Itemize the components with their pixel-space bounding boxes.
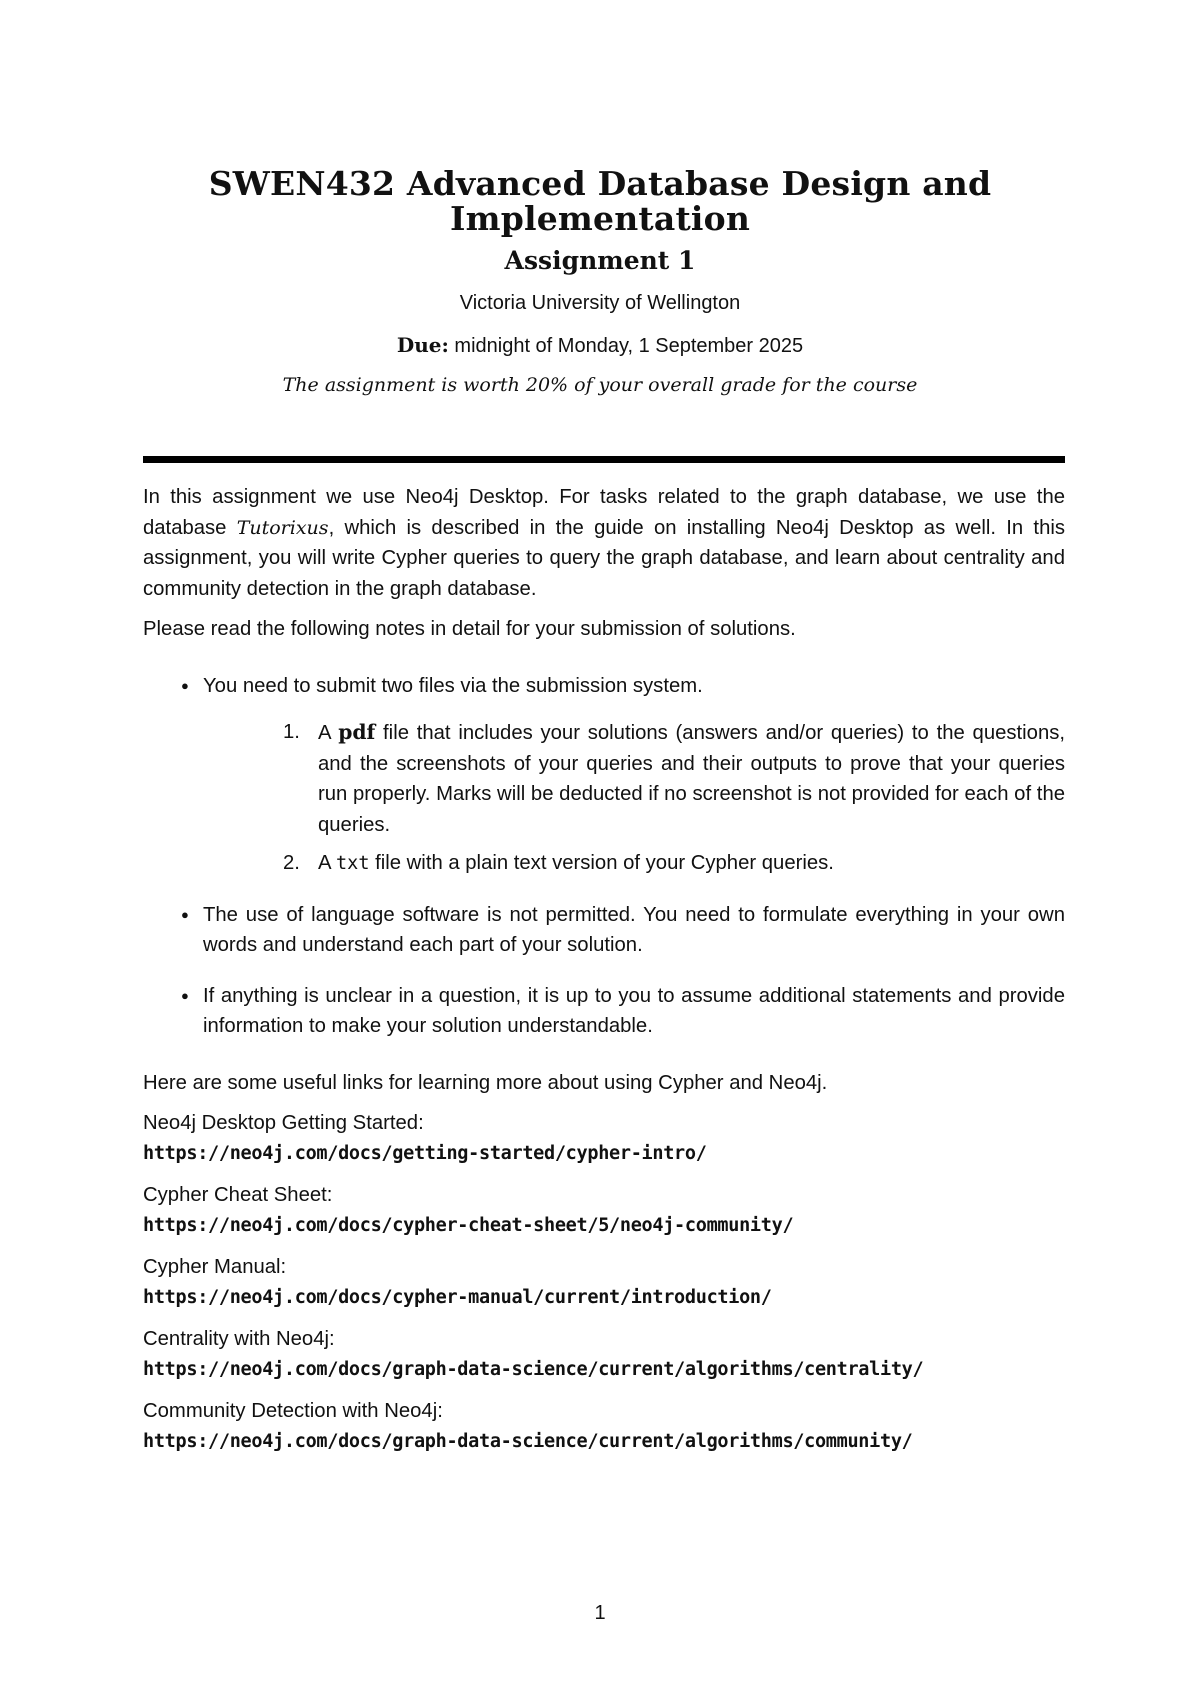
due-text: midnight of Monday, 1 September 2025: [454, 335, 804, 357]
grade-weight-note: The assignment is worth 20% of your overall grade for the course: [282, 374, 918, 396]
txt-item-text-b: file with a plain text version of your Cypher queries.: [369, 852, 834, 874]
link-label: Cypher Cheat Sheet:: [143, 1184, 333, 1206]
intro-text-b: , which is described in the guide on installing Neo4j Desktop as well. In this assignment, you will write Cypher queries to query the graph database, and learn about centrality and community detection in the graph database.: [143, 516, 1065, 600]
pdf-keyword: pdf: [338, 720, 376, 744]
list-number: 1.: [283, 721, 300, 743]
links-intro: Here are some useful links for learning more about using Cypher and Neo4j.: [143, 1071, 828, 1094]
assignment-subtitle: Assignment 1: [504, 246, 696, 275]
link-label: Community Detection with Neo4j:: [143, 1400, 443, 1422]
file-list: [203, 717, 1065, 880]
intro-paragraph: [143, 482, 1065, 604]
list-number: 2.: [283, 852, 300, 874]
horizontal-rule: [143, 456, 1065, 463]
link-url-getting-started[interactable]: https://neo4j.com/docs/getting-started/cypher-intro/: [143, 1142, 707, 1164]
list-item: [143, 671, 1065, 880]
instructions-paragraph: Please read the following notes in detail for your submission of solutions.: [143, 618, 796, 640]
list-item: [143, 900, 1065, 961]
due-label: Due:: [396, 333, 449, 357]
list-item: [203, 717, 1065, 840]
useful-links: [143, 1068, 1065, 1458]
link-url-cypher-manual[interactable]: https://neo4j.com/docs/cypher-manual/current/introduction/: [143, 1286, 772, 1308]
page-number: 1: [594, 1602, 606, 1624]
txt-item-text-a: A: [318, 852, 337, 874]
bullet-unclear-question: If anything is unclear in a question, it is up to you to assume additional statements and provide information to make your solution understandable.: [203, 984, 1065, 1037]
link-label: Neo4j Desktop Getting Started:: [143, 1112, 424, 1134]
intro-text-a: In this assignment we use Neo4j Desktop. For tasks related to the graph database, we use the database: [143, 486, 1065, 539]
bullet-submit-files: You need to submit two files via the submission system.: [203, 674, 703, 697]
submission-notes-list: [143, 671, 1065, 1042]
link-url-cheat-sheet[interactable]: https://neo4j.com/docs/cypher-cheat-sheet/5/neo4j-community/: [143, 1214, 794, 1236]
link-url-centrality[interactable]: https://neo4j.com/docs/graph-data-science/current/algorithms/centrality/: [143, 1358, 924, 1380]
txt-keyword: txt: [336, 853, 370, 874]
pdf-item-text-b: file that includes your solutions (answers and/or queries) to the questions, and the screenshots of your queries and their outputs to prove that your queries run properly. Marks will be deducted if no screenshot is not provided for each of the queries.: [318, 722, 1066, 836]
link-url-community[interactable]: https://neo4j.com/docs/graph-data-science/current/algorithms/community/: [143, 1430, 913, 1452]
due-date: [150, 333, 1050, 358]
university-name: Victoria University of Wellington: [459, 292, 741, 314]
bullet-language-software: The use of language software is not permitted. You need to formulate everything in your own words and understand each part of your solution.: [203, 903, 1065, 956]
list-item: [203, 848, 1065, 880]
link-label: Centrality with Neo4j:: [143, 1328, 335, 1350]
document-title: SWEN432 Advanced Database Design and Implementation: [208, 164, 992, 238]
list-item: [143, 981, 1065, 1042]
database-name: Tutorixus: [236, 516, 329, 539]
link-label: Cypher Manual:: [143, 1256, 287, 1278]
pdf-item-text-a: A: [318, 722, 339, 744]
document-body: [143, 482, 1065, 1468]
